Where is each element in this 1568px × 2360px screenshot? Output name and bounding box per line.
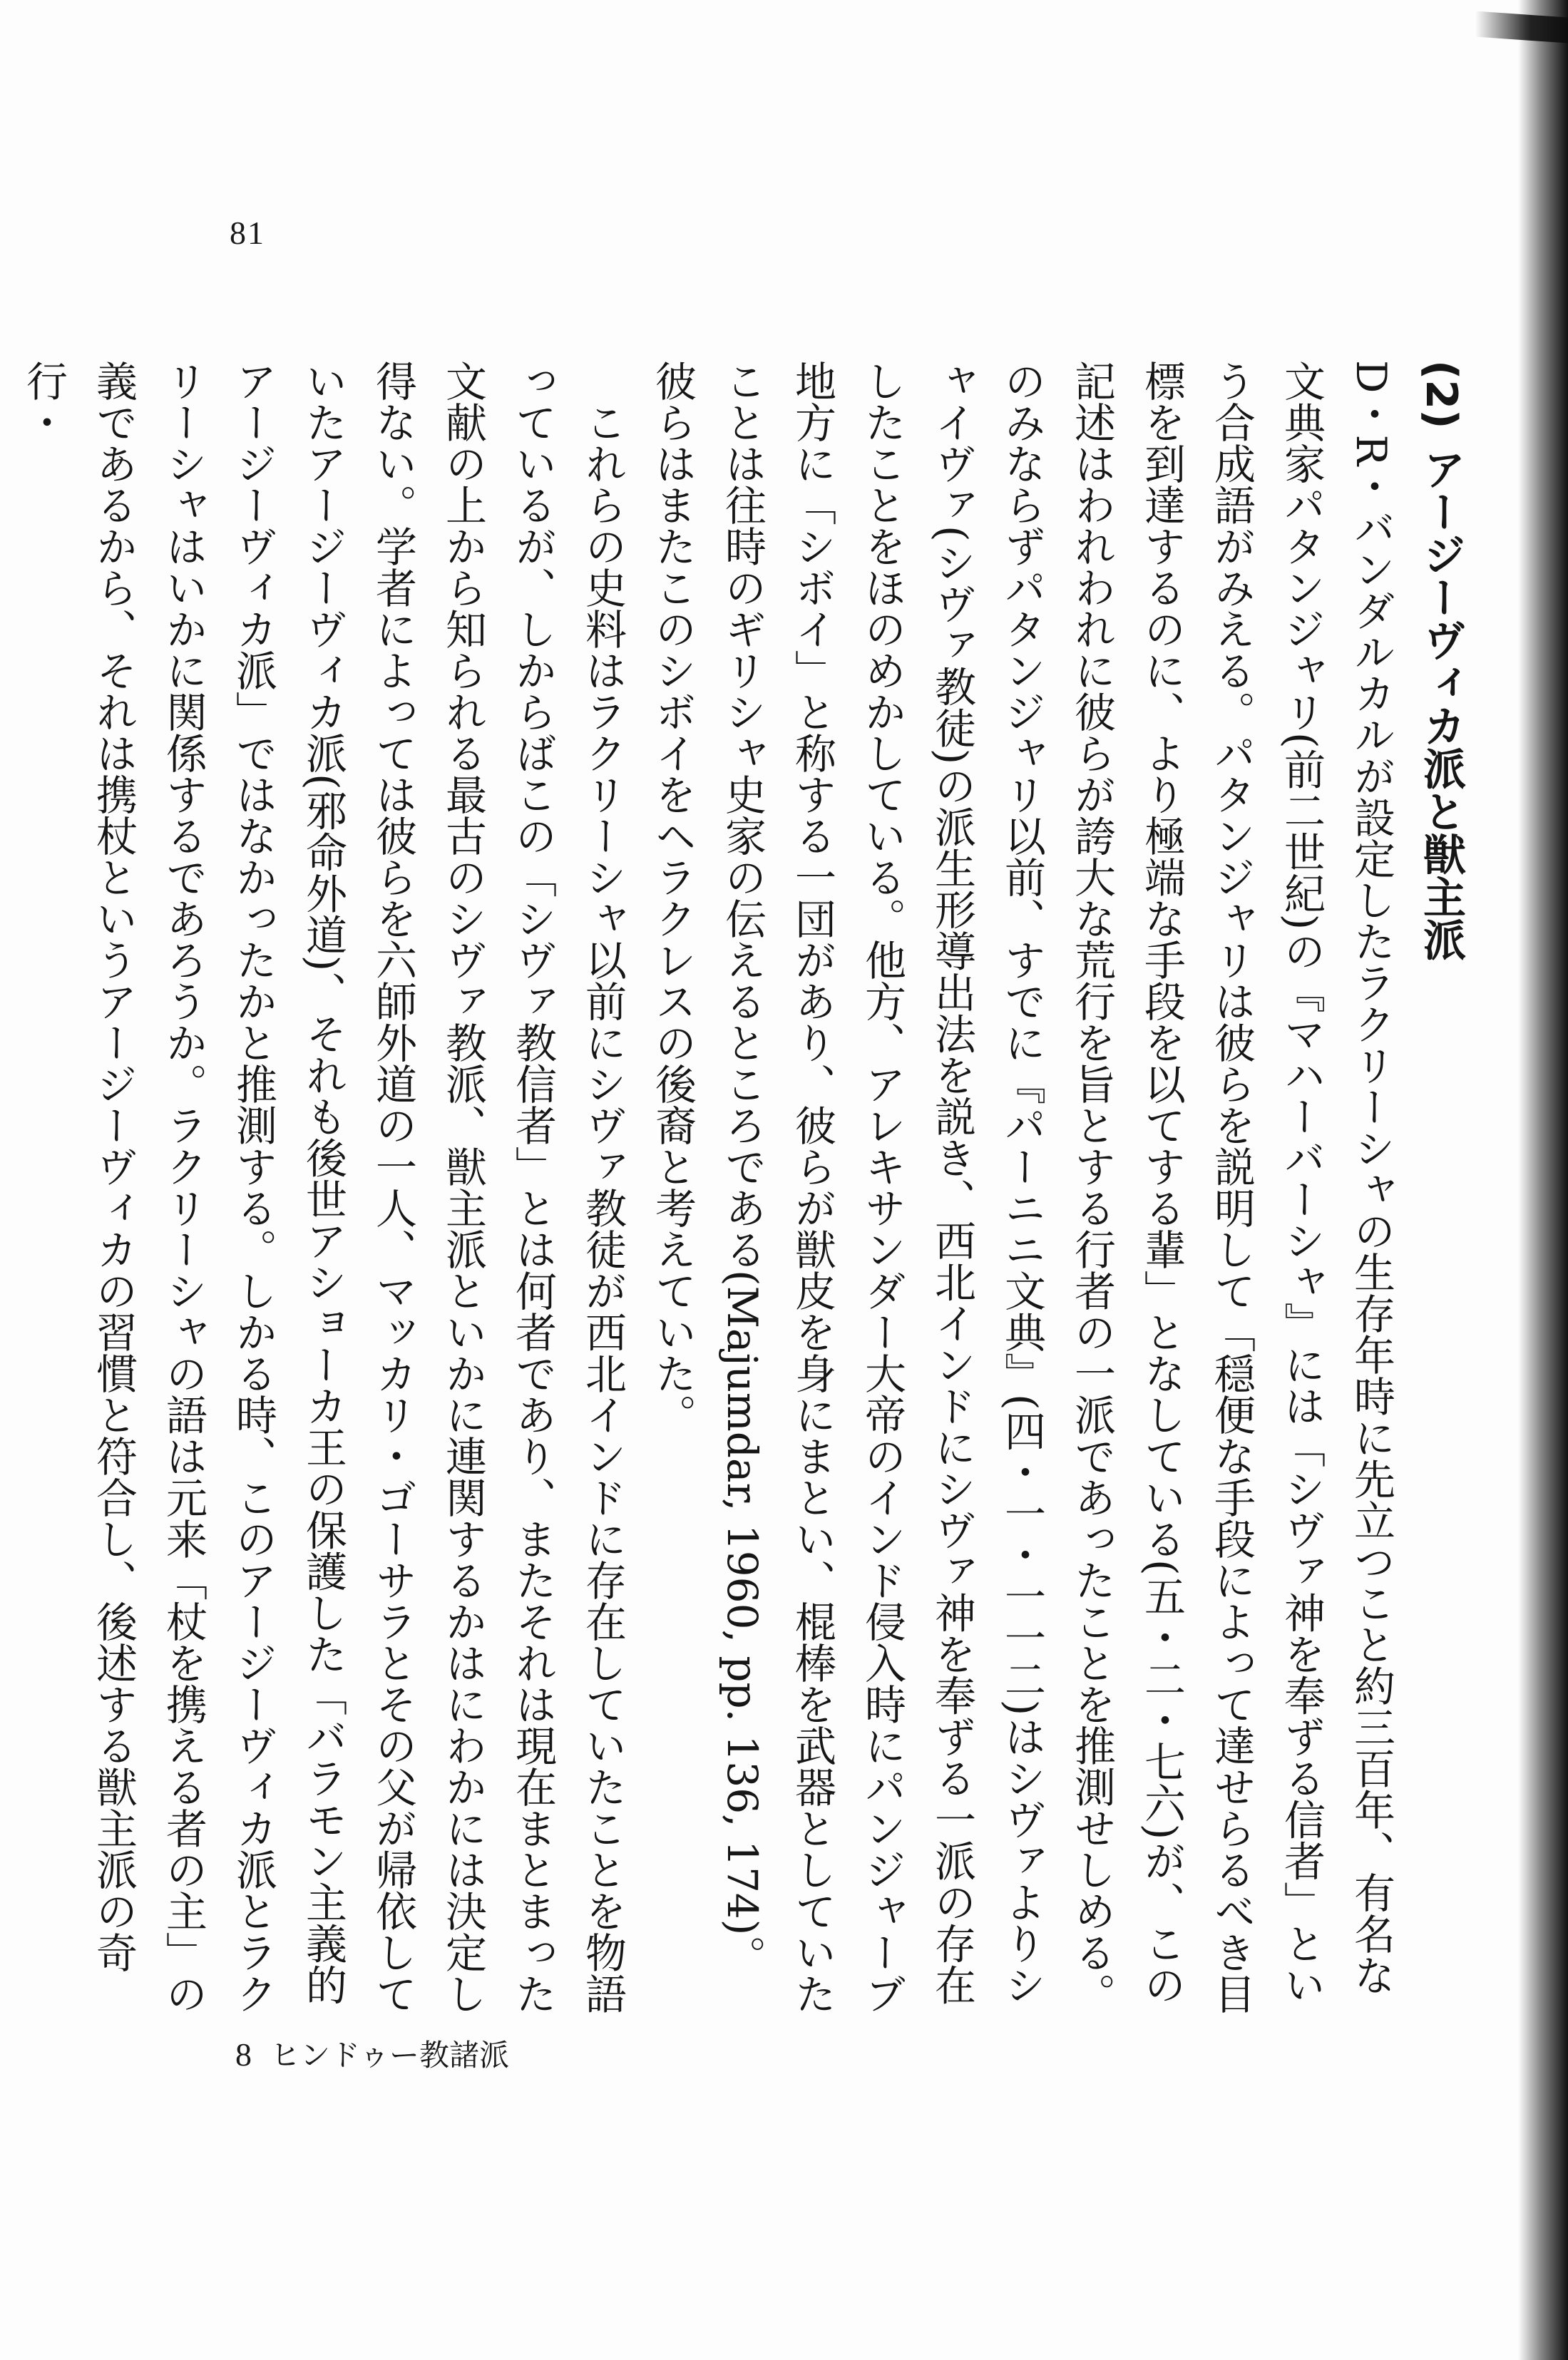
scan-shadow-corner	[1475, 11, 1568, 43]
page-number: 81	[230, 215, 265, 251]
paragraph: これらの史料はラクリーシャ以前にシヴァ教徒が西北インドに存在していたことを物語っているが、しからばこの「シヴァ教信者」とは何者であり、またそれは現在まとまった文献の上から知られる最古のシヴァ教派、獣主派といかに連関するかはにわかには決定し得ない。学者によっては彼らを六師外道の一人、マッカリ・ゴーサラとその父が帰依していたアージーヴィカ派(邪命外道)、それも後世アショーカ王の保護した「バラモン主義的アージーヴィカ派」ではなかったかと推測する。しかる時、このアージーヴィカ派とラクリーシャはいかに関係するであろうか。ラクリーシャの語は元来「杖を携える者の主」の義であるから、それは携杖というアージーヴィカの習慣と符合し、後述する獣主派の奇行・	[19, 360, 627, 2014]
paragraph: D・R・バンダルカルが設定したラクリーシャの生存年時に先立つこと約三百年、有名な文典家パタンジャリ(前二世紀)の『マハーバーシャ』には「シヴァ神を奉ずる信者」という合成語がみえる。パタンジャリは彼らを説明して「穏便な手段によって達せらるべき目標を到達するのに、より極端な手段を以てする輩」となしている(五・二・七六)が、この記述はわれわれに彼らが誇大な荒行を旨とする行者の一派であったことを推測せしめる。のみならずパタンジャリ以前、すでに『パーニニ文典』(四・一・一一二)はシヴァよりシャイヴァ(シヴァ教徒)の派生形導出法を説き、西北インドにシヴァ神を奉ずる一派の存在したことをほのめかしている。他方、アレキサンダー大帝のインド侵入時にパンジャーブ地方に「シボイ」と称する一団があり、彼らが獣皮を身にまとい、棍棒を武器としていたことは往時のギリシャ史家の伝えるところである(Majumdar, 1960, pp. 136, 174)。彼らはまたこのシボイをヘラクレスの後裔と考えていた。	[648, 360, 1395, 2014]
body-text	[19, 360, 1476, 2014]
chapter-title: ヒンドゥー教諸派	[270, 2038, 509, 2073]
section-title: アージーヴィカ派と獣主派	[1416, 447, 1466, 961]
section-number: (2)	[1416, 360, 1466, 429]
chapter-number: 8	[235, 2036, 252, 2073]
running-footer	[235, 2032, 509, 2075]
section-heading	[1406, 360, 1476, 2014]
scan-shadow-edge	[1518, 0, 1568, 2360]
